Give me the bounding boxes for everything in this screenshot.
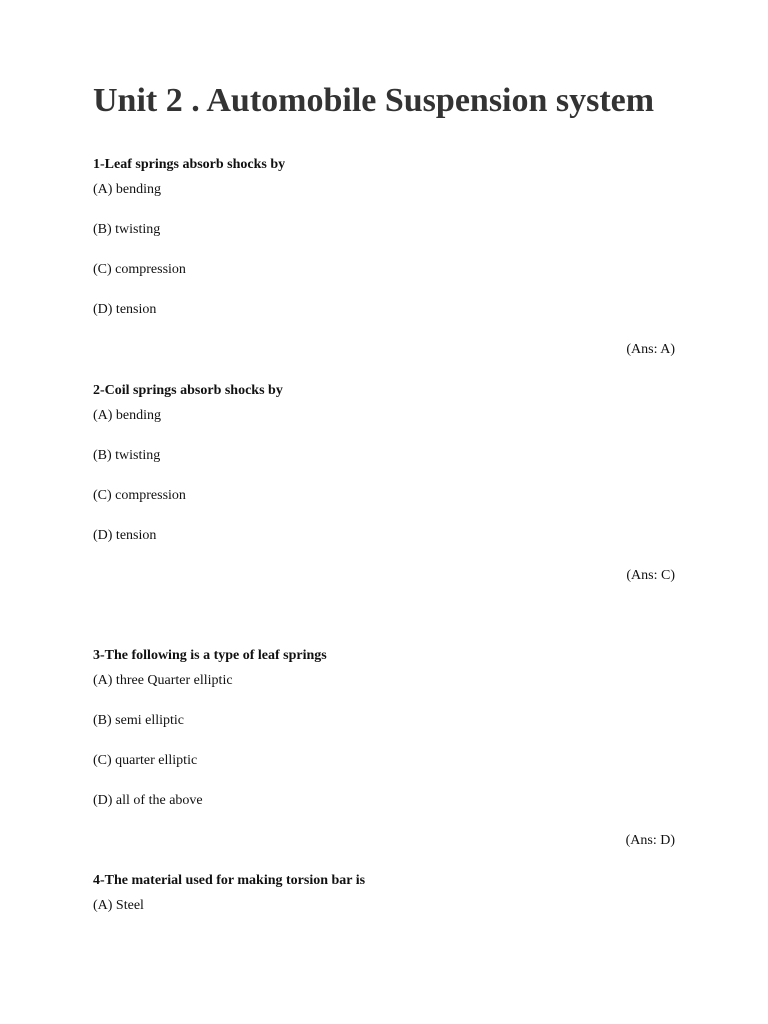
- option-d: (D) tension: [93, 302, 157, 317]
- page-title: Unit 2 . Automobile Suspension system: [93, 82, 655, 119]
- option-a: (A) three Quarter elliptic: [93, 673, 233, 688]
- option-c: (C) compression: [93, 488, 186, 503]
- option-a: (A) bending: [93, 182, 162, 197]
- option-d: (D) tension: [93, 528, 157, 543]
- option-b: (B) twisting: [93, 222, 161, 237]
- option-d: (D) all of the above: [93, 793, 203, 808]
- answer-label: (Ans: C): [626, 568, 675, 583]
- question-text: 2-Coil springs absorb shocks by: [93, 383, 283, 398]
- option-a: (A) bending: [93, 408, 162, 423]
- question-text: 1-Leaf springs absorb shocks by: [93, 157, 286, 172]
- option-c: (C) quarter elliptic: [93, 753, 198, 768]
- option-a: (A) Steel: [93, 898, 144, 913]
- option-c: (C) compression: [93, 262, 186, 277]
- option-b: (B) twisting: [93, 448, 161, 463]
- answer-label: (Ans: D): [625, 833, 675, 848]
- option-b: (B) semi elliptic: [93, 713, 184, 728]
- answer-label: (Ans: A): [626, 342, 675, 357]
- question-text: 3-The following is a type of leaf springs: [93, 648, 327, 663]
- question-text: 4-The material used for making torsion bar is: [93, 873, 366, 888]
